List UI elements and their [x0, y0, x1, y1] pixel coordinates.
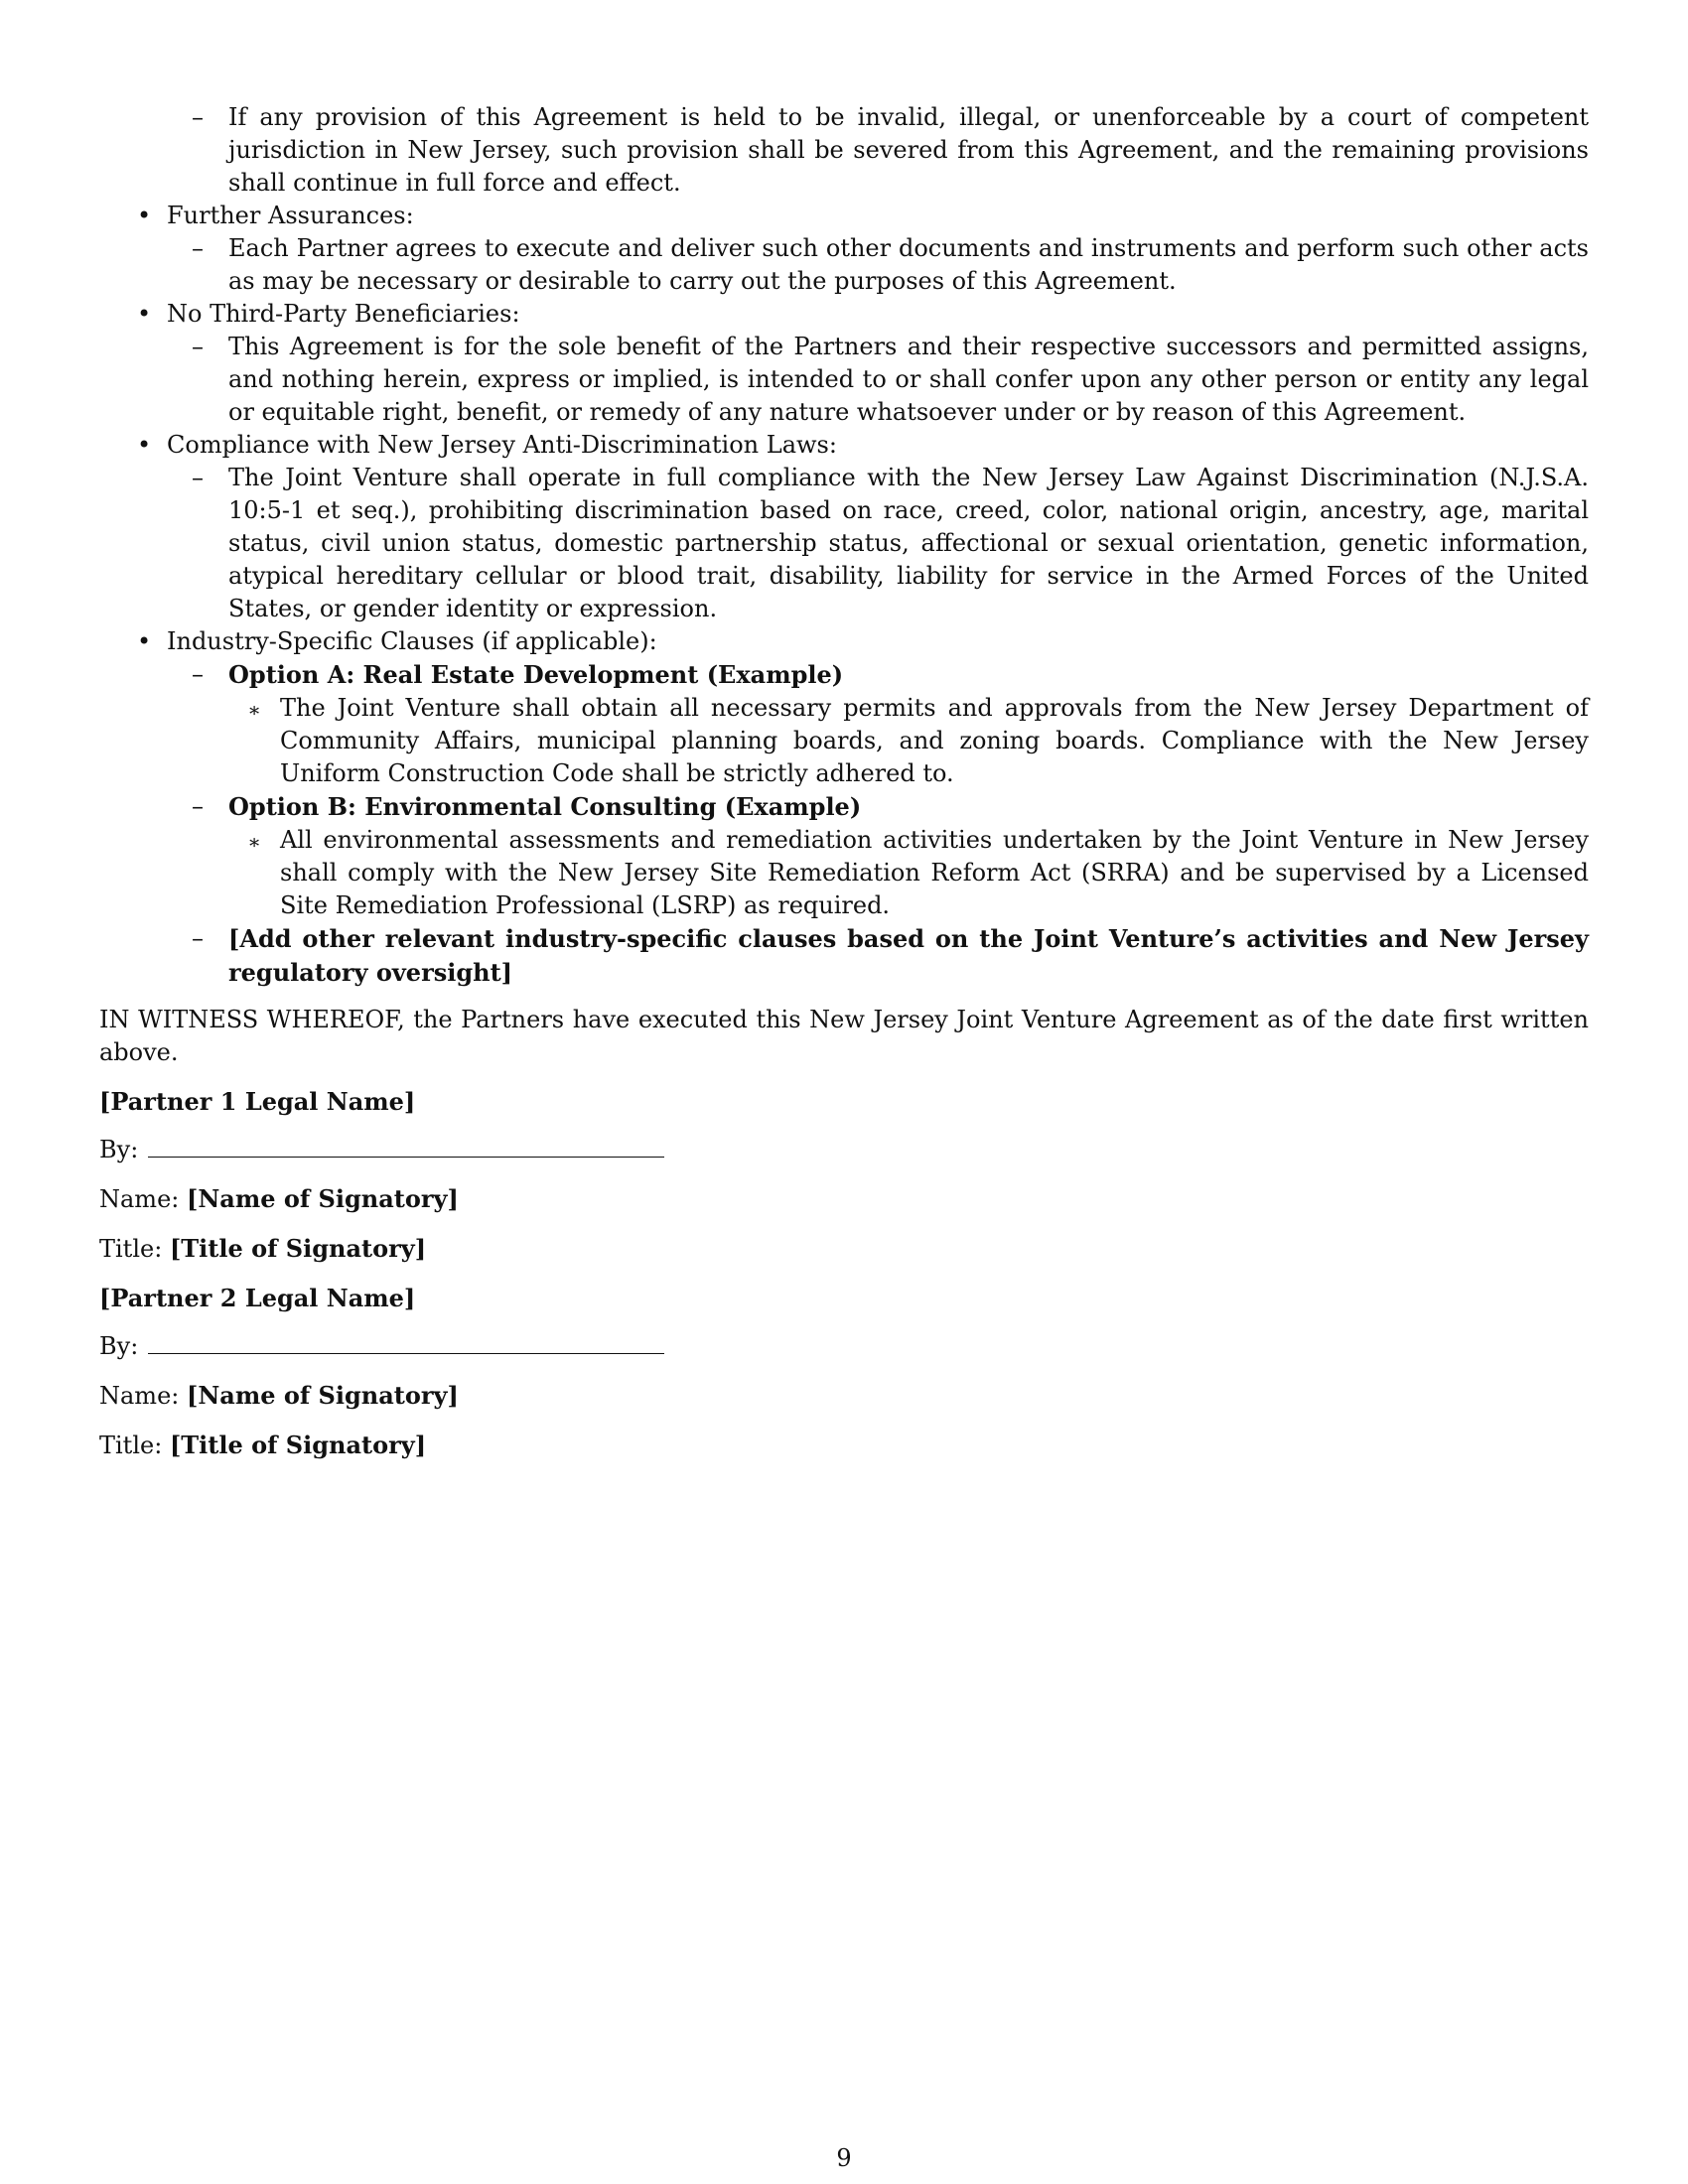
dash-marker: – — [192, 792, 204, 820]
star-marker: ∗ — [247, 698, 261, 722]
clause-heading: No Third-Party Beneficiaries: — [167, 300, 520, 328]
option-a-text: The Joint Venture shall obtain all necessary permits and approvals from the New Jersey Department of Community Affairs, municipal planning boards, and zoning boards. Compliance with the New Jersey Uniform Construction Code shall be strictly adhered to. — [280, 694, 1589, 787]
clause-sublist — [167, 658, 1589, 990]
option-b-title: Option B: Environmental Consulting (Example) — [228, 792, 862, 821]
by-label: By: — [99, 1136, 139, 1163]
option-a — [167, 658, 1589, 790]
clause-heading: Industry-Specific Clauses (if applicable): — [167, 627, 657, 655]
option-b-sublist — [228, 824, 1589, 922]
option-a-sublist — [228, 692, 1589, 790]
name-value: [Name of Signatory] — [187, 1381, 459, 1410]
title-value: [Title of Signatory] — [169, 1431, 427, 1459]
partner-1-name-row — [99, 1182, 1589, 1216]
name-label: Name: — [99, 1382, 180, 1410]
bullet-marker: • — [137, 431, 152, 459]
signature-line[interactable] — [148, 1135, 664, 1158]
dash-marker: – — [192, 103, 204, 131]
severability-text: If any provision of this Agreement is held to be invalid, illegal, or unenforceable by a court of competent jurisdiction in New Jersey, such provision shall be severed from this Agreement, and the remaining provisions shall continue in full force and effect. — [228, 103, 1589, 197]
dash-marker: – — [192, 464, 204, 491]
clause-list — [99, 200, 1589, 990]
witness-paragraph: IN WITNESS WHEREOF, the Partners have executed this New Jersey Joint Venture Agreement as of the date first written above. — [99, 1006, 1589, 1066]
clause-item — [167, 232, 1589, 298]
bullet-marker: • — [137, 202, 152, 229]
partner-1-by-row — [99, 1134, 1589, 1166]
clause-further-assurances — [99, 200, 1589, 298]
clause-text: This Agreement is for the sole benefit of the Partners and their respective successors and permitted assigns, and nothing herein, express or implied, is intended to or shall confer upon any other person or entity any legal or equitable right, benefit, or remedy of any nature whatsoever under or by reason of this Agreement. — [228, 333, 1589, 426]
star-marker: ∗ — [247, 830, 261, 854]
dash-marker: – — [192, 234, 204, 262]
other-clause — [167, 922, 1589, 990]
clause-text: The Joint Venture shall operate in full compliance with the New Jersey Law Against Discrimination (N.J.S.A. 10:5-1 et seq.), prohibiting discrimination based on race, creed, color, national origin, ancestry, age, marital status, civil union status, domestic partnership status, affectional or sexual orientation, genetic information, atypical hereditary cellular or blood trait, disability, liability for service in the Armed Forces of the United States, or gender identity or expression. — [228, 464, 1589, 622]
clause-heading: Compliance with New Jersey Anti-Discrimination Laws: — [167, 431, 837, 459]
title-label: Title: — [99, 1235, 163, 1263]
signature-line[interactable] — [148, 1331, 664, 1354]
option-b-item — [228, 824, 1589, 922]
partner-1-title-row — [99, 1232, 1589, 1266]
bullet-marker: • — [137, 627, 152, 655]
partner-2-name-row — [99, 1379, 1589, 1413]
partner-2-by-row — [99, 1330, 1589, 1363]
partner-2-title-row — [99, 1429, 1589, 1462]
clause-heading: Further Assurances: — [167, 202, 414, 229]
name-value: [Name of Signatory] — [187, 1184, 459, 1213]
dash-marker: – — [192, 924, 204, 952]
partner-2-name: [Partner 2 Legal Name] — [99, 1284, 416, 1312]
title-label: Title: — [99, 1432, 163, 1459]
by-label: By: — [99, 1332, 139, 1360]
severability-item — [167, 101, 1589, 200]
name-label: Name: — [99, 1185, 180, 1213]
partner-1-name: [Partner 1 Legal Name] — [99, 1087, 416, 1116]
bullet-marker: • — [137, 300, 152, 328]
clause-item — [167, 462, 1589, 625]
clause-item — [167, 331, 1589, 429]
page-content — [99, 101, 1589, 1462]
option-a-title: Option A: Real Estate Development (Example) — [228, 660, 844, 689]
dash-marker: – — [192, 660, 204, 688]
clause-no-third-party — [99, 298, 1589, 429]
option-a-item — [228, 692, 1589, 790]
clause-sublist — [167, 331, 1589, 429]
title-value: [Title of Signatory] — [169, 1234, 427, 1263]
clause-text: Each Partner agrees to execute and deliver such other documents and instruments and perform such other acts as may be necessary or desirable to carry out the purposes of this Agreement. — [228, 234, 1589, 295]
severability-list — [167, 101, 1589, 200]
other-clause-text: [Add other relevant industry-specific clauses based on the Joint Venture’s activities and New Jersey regulatory oversight] — [228, 924, 1589, 987]
option-b — [167, 790, 1589, 922]
clause-sublist — [167, 462, 1589, 625]
option-b-text: All environmental assessments and remediation activities undertaken by the Joint Venture in New Jersey shall comply with the New Jersey Site Remediation Reform Act (SRRA) and be supervised by a Licensed Site Remediation Professional (LSRP) as required. — [280, 826, 1589, 919]
clause-industry-specific — [99, 625, 1589, 990]
clause-sublist — [167, 232, 1589, 298]
dash-marker: – — [192, 333, 204, 360]
clause-anti-discrimination — [99, 429, 1589, 625]
page-number: 9 — [836, 2144, 852, 2172]
